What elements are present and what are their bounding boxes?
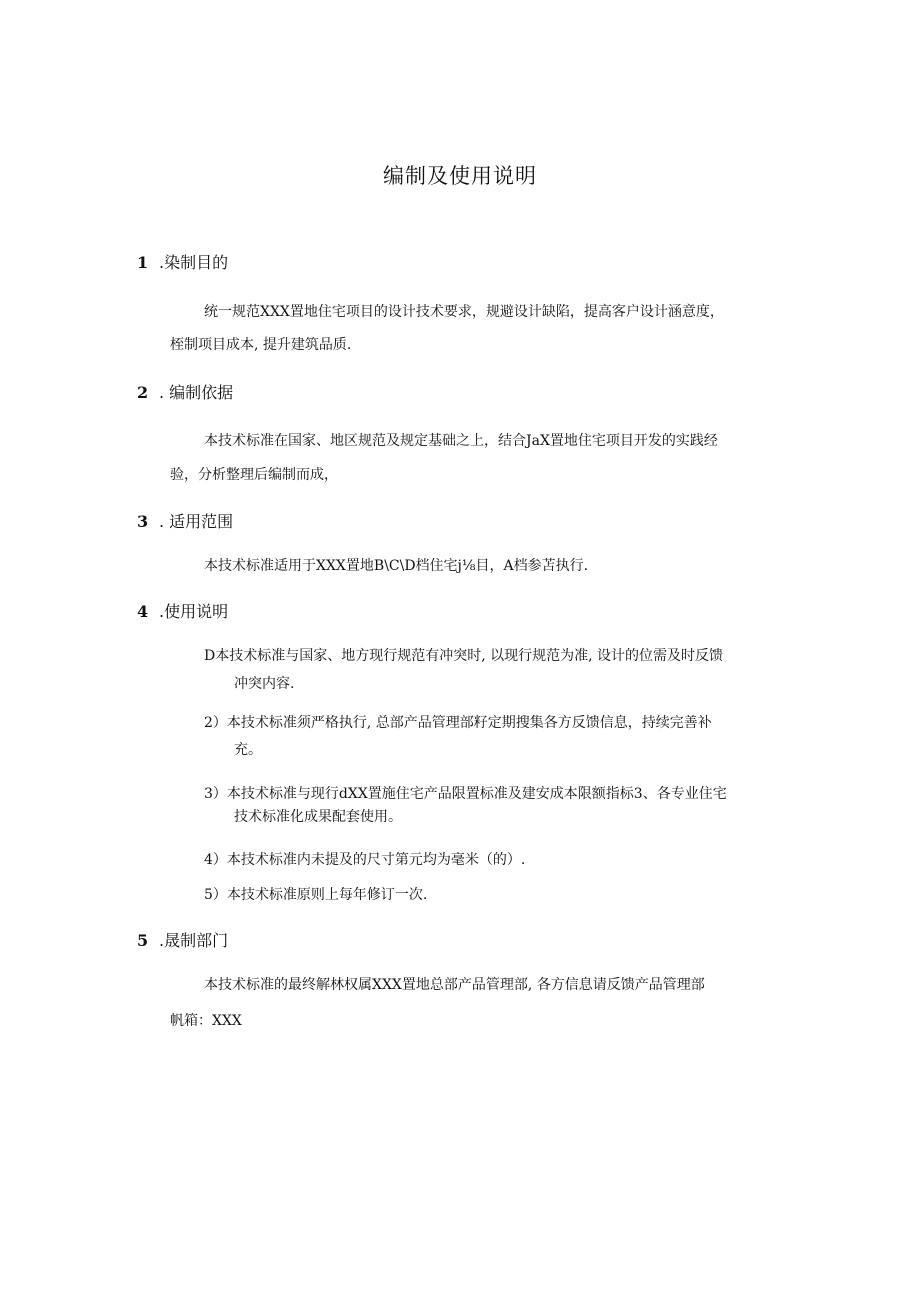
section-5-paragraph-line-1: 本技术标准的最终解林权属XXX置地总部产品管理部, 各方信息请反馈产品管理部 [204,977,705,993]
usage-item-3-continuation: 技术标准化成果配套使用。 [234,809,402,825]
section-number: 2 [137,383,149,402]
section-3-heading [137,509,233,532]
section-title: .晟制部门 [159,931,229,950]
usage-item-4: 4）本技术标准内未提及的尺寸第元均为毫米（的）. [204,852,526,868]
section-4-heading [137,599,228,622]
section-5-paragraph-line-2: 帆箱：XXX [170,1013,242,1029]
section-title: . 编制依据 [159,383,234,402]
section-2-paragraph-line-2: 验，分析整理后编制而成， [170,467,338,483]
section-1-paragraph-line-1: 统一规范XXX置地住宅项目的设计技术要求，规避设计缺陷，提高客户设计涵意度， [204,304,724,320]
section-number: 3 [137,512,149,531]
usage-item-2-continuation: 充。 [234,742,262,758]
section-2-paragraph-line-1: 本技术标准在国家、地区规范及规定基础之上，结合JaX置地住宅项目开发的实践经 [204,433,718,449]
usage-item-1-continuation: 冲突内容. [234,676,295,692]
section-number: 4 [137,602,149,621]
usage-item-5: 5）本技术标准原则上每年修订一次. [204,887,428,903]
section-1-heading [137,250,228,273]
section-number: 1 [137,253,149,272]
section-2-heading [137,380,233,403]
usage-item-1: D本技术标准与国家、地方现行规范有冲突时, 以现行规范为准, 设计的位需及时反馈 [204,648,724,664]
page-title: 编制及使用说明 [383,164,537,188]
section-number: 5 [137,931,149,950]
section-3-paragraph-line-1: 本技术标准适用于XXX置地B\C\D档住宅j⅛目，A档参苫执行. [204,558,589,574]
section-title: .染制目的 [159,253,229,272]
usage-item-2: 2）本技术标准须严格执行, 总部产品管理部籽定期搜集各方反馈信息，持续完善补 [204,715,712,731]
section-title: .使用说明 [159,602,229,621]
section-1-paragraph-line-2: 桎制项目成本, 提升建筑品质. [170,337,352,353]
section-title: . 适用范围 [159,512,234,531]
section-5-heading [137,928,228,951]
usage-item-3: 3）本技术标准与现行dXX置施住宅产品限置标准及建安成本限额指标3、各专业住宅 [204,786,727,802]
